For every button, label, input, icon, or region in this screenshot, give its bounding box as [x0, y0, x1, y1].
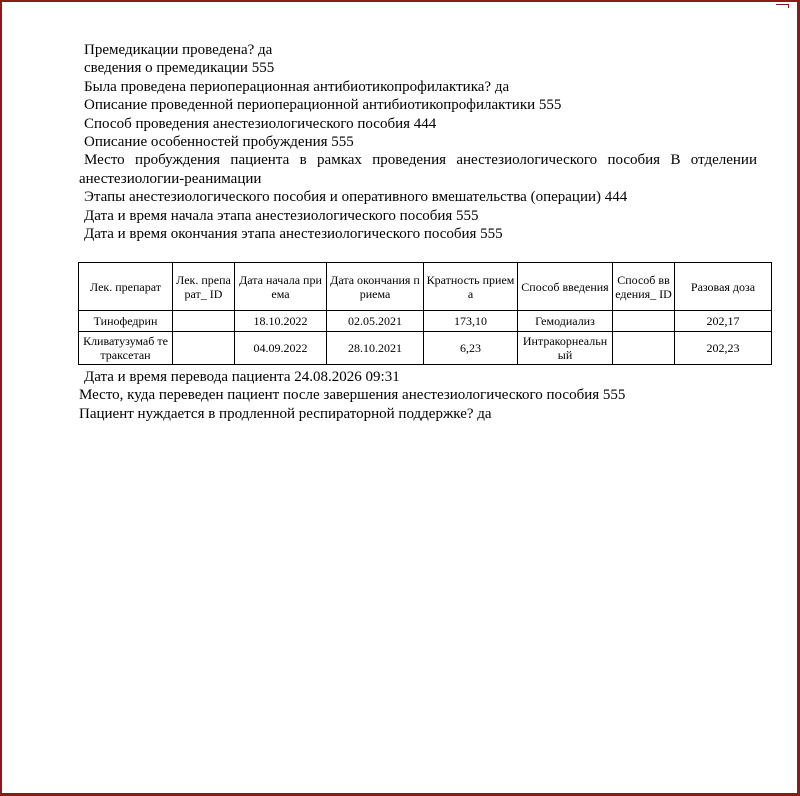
table-row [79, 311, 772, 332]
header-start-date: Дата начала приема [235, 263, 327, 311]
cell-dose: 202,23 [675, 332, 772, 365]
premedication-line: Премедикации проведена? да [84, 42, 273, 58]
cell-drug: Тинофедрин [79, 311, 173, 332]
header-drug-id: Лек. препарат_ ID [173, 263, 235, 311]
cell-drug: Кливатузумаб тетраксетан [79, 332, 173, 365]
cell-route-id [613, 311, 675, 332]
antibiotic-description-line: Описание проведенной периоперационной антибиотикопрофилактики 555 [84, 97, 562, 114]
cell-start-date: 18.10.2022 [235, 311, 327, 332]
cell-route: Интракорнеальный [518, 332, 613, 365]
header-end-date: Дата окончания приема [327, 263, 424, 311]
header-dose: Разовая доза [675, 263, 772, 311]
cell-drug-id [173, 332, 235, 365]
medications-table [78, 262, 772, 365]
anesthesia-method-line: Способ проведения анестезиологического пособия 444 [84, 115, 437, 132]
cell-frequency: 6,23 [424, 332, 518, 365]
cell-start-date: 04.09.2022 [235, 332, 327, 365]
awakening-place-line: Место пробуждения пациента в рамках проведения анестезиологического пособия В отделении анестезиологии-реанимации [79, 152, 757, 187]
premedication-info-line: сведения о премедикации 555 [84, 60, 275, 77]
cell-drug-id [173, 311, 235, 332]
header-drug: Лек. препарат [79, 263, 173, 311]
cell-route: Гемодиализ [518, 311, 613, 332]
stage-end-line: Дата и время окончания этапа анестезиологического пособия 555 [84, 226, 503, 243]
stage-start-line: Дата и время начала этапа анестезиологического пособия 555 [84, 207, 479, 224]
page-corner-mark [776, 4, 789, 8]
awakening-description-line: Описание особенностей пробуждения 555 [84, 134, 354, 151]
header-route-id: Способ введения_ ID [613, 263, 675, 311]
table-header-row [79, 263, 772, 311]
transfer-datetime-line: Дата и время перевода пациента 24.08.2026 09:31 [84, 369, 400, 385]
document-body [79, 41, 757, 243]
cell-route-id [613, 332, 675, 365]
cell-end-date: 02.05.2021 [327, 311, 424, 332]
header-frequency: Кратность приема [424, 263, 518, 311]
table-row [79, 332, 772, 365]
header-route: Способ введения [518, 263, 613, 311]
respiratory-support-line: Пациент нуждается в продленной респираторной поддержке? да [79, 405, 492, 422]
cell-dose: 202,17 [675, 311, 772, 332]
antibiotic-prophylaxis-line: Была проведена периоперационная антибиотикопрофилактика? да [84, 78, 510, 95]
cell-end-date: 28.10.2021 [327, 332, 424, 365]
anesthesia-stages-line: Этапы анестезиологического пособия и оперативного вмешательства (операции) 444 [84, 189, 628, 206]
cell-frequency: 173,10 [424, 311, 518, 332]
document-footer-section [79, 368, 769, 423]
transfer-place-line: Место, куда переведен пациент после завершения анестезиологического пособия 555 [79, 387, 626, 404]
